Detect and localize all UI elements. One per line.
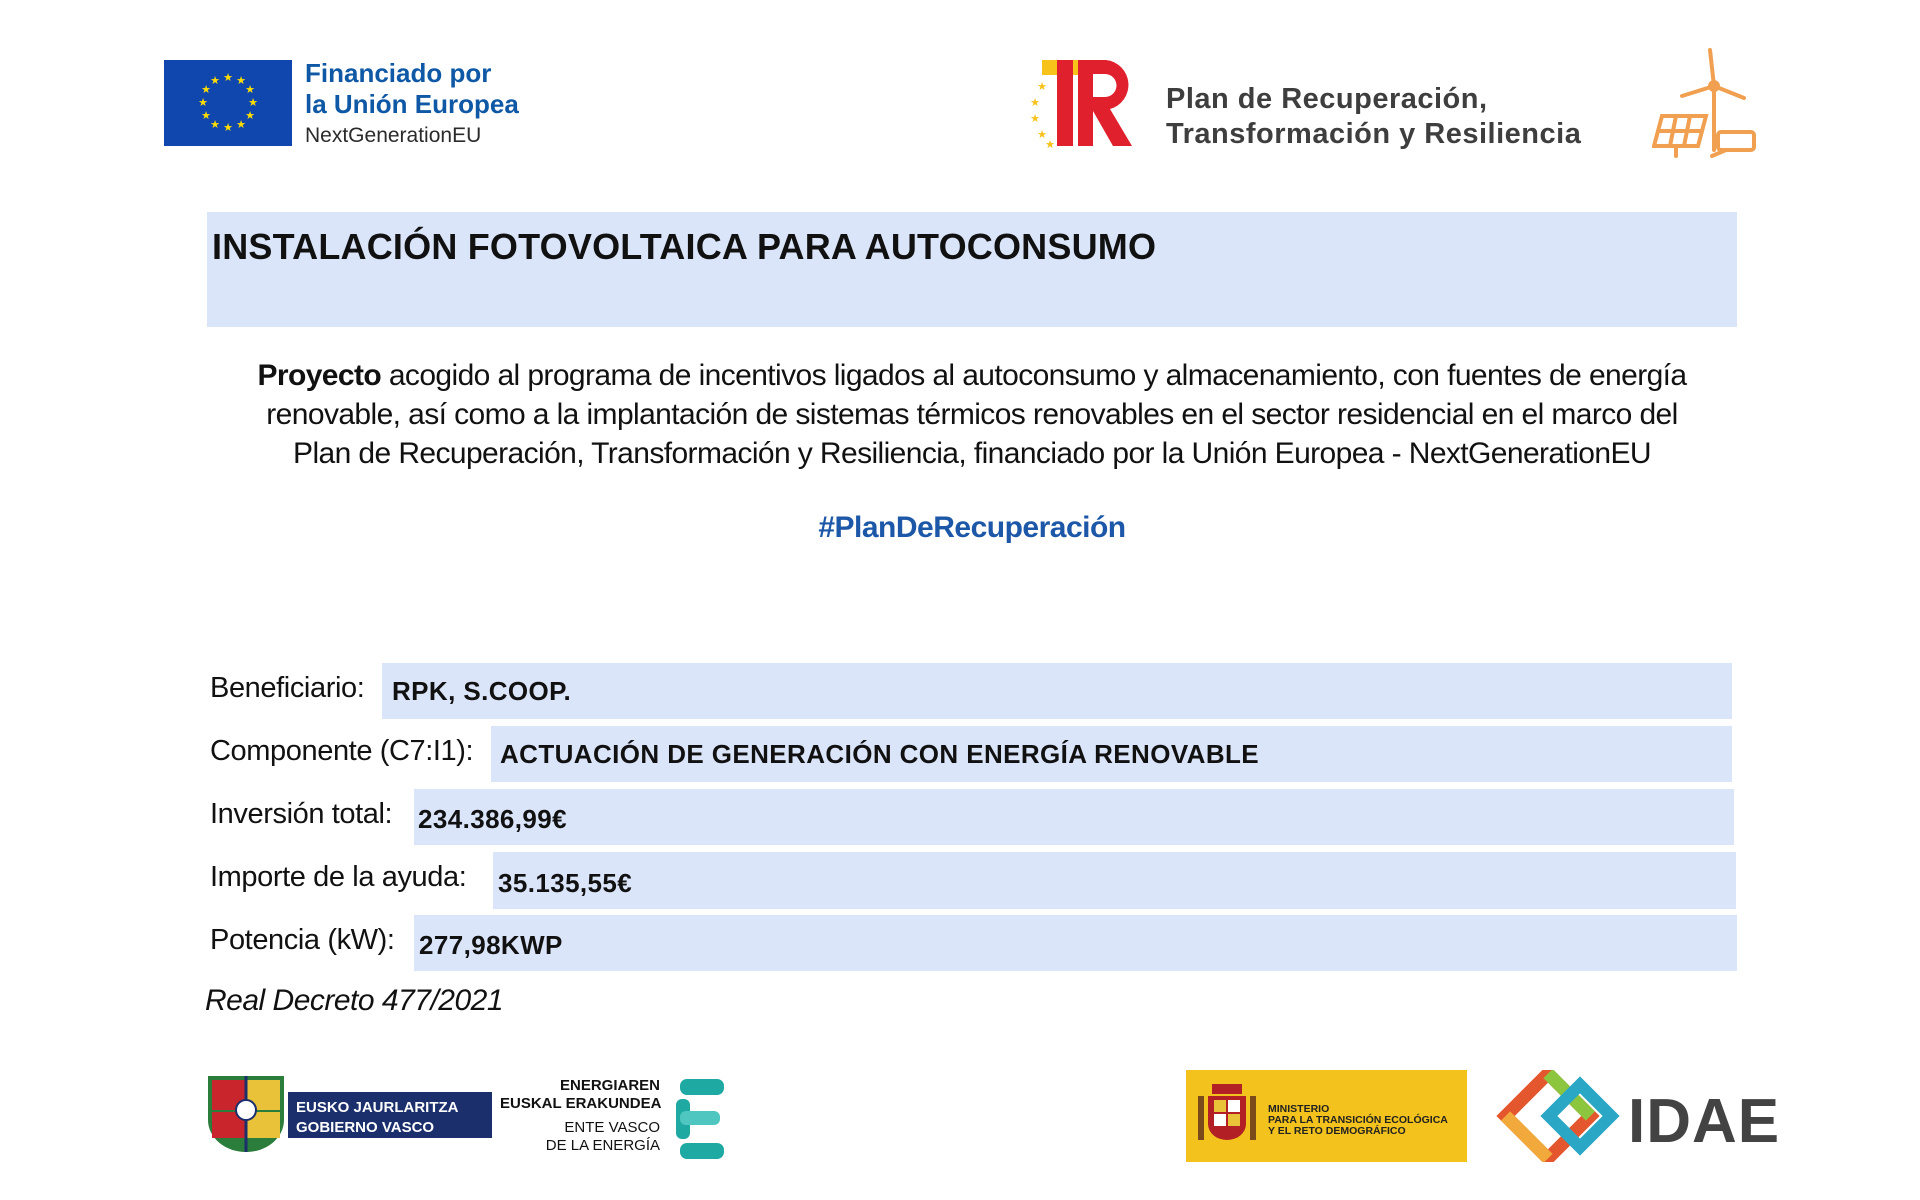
ministerio-text (1268, 1104, 1448, 1137)
eu-flag-icon (164, 60, 292, 146)
ministerio-line-2: PARA LA TRANSICIÓN ECOLÓGICA (1268, 1114, 1448, 1126)
real-decreto: Real Decreto 477/2021 (205, 984, 504, 1017)
svg-text:★: ★ (201, 83, 211, 96)
prtr-line-2: Transformación y Resiliencia (1166, 118, 1582, 150)
description-line-2: renovable, así como a la implantación de sistemas térmicos renovables en el sector residencial en el marco del (266, 398, 1678, 431)
inversion-label: Inversión total: (210, 798, 393, 830)
svg-text:★: ★ (1045, 138, 1055, 150)
idae-logo-text: IDAE (1628, 1087, 1781, 1156)
svg-text:★: ★ (245, 109, 255, 122)
description-line-1-rest: acogido al programa de incentivos ligados al autoconsumo y almacenamiento, con fuentes de energía (388, 359, 1687, 392)
svg-text:★: ★ (223, 121, 233, 134)
importe-label: Importe de la ayuda: (210, 861, 467, 893)
spain-coat-of-arms-icon (1186, 1070, 1266, 1162)
beneficiario-label: Beneficiario: (210, 672, 365, 704)
svg-text:★: ★ (236, 74, 246, 87)
potencia-field (414, 915, 1737, 971)
eve-line-2: EUSKAL ERAKUNDEA (500, 1095, 662, 1112)
eu-funding-logo-text (305, 58, 519, 151)
eve-line-1: ENERGIAREN (559, 1077, 660, 1094)
eu-line-2: la Unión Europea (305, 89, 519, 119)
project-description (207, 356, 1737, 473)
eu-line-3: NextGenerationEU (305, 124, 482, 147)
prtr-logo-text (1166, 82, 1581, 152)
gobierno-vasco-logo (202, 1070, 492, 1156)
idae-mark-icon (1490, 1070, 1628, 1162)
svg-text:★: ★ (223, 71, 233, 84)
componente-value: ACTUACIÓN DE GENERACIÓN CON ENERGÍA RENOVABLE (500, 739, 1260, 769)
importe-value: 35.135,55€ (498, 868, 633, 898)
svg-text:★: ★ (198, 96, 208, 109)
ente-vasco-energia-logo (500, 1077, 738, 1161)
gv-line-2: GOBIERNO VASCO (296, 1119, 435, 1136)
svg-text:★: ★ (201, 109, 211, 122)
description-line-3: Plan de Recuperación, Transformación y Resiliencia, financiado por la Unión Europea - NextGenerationEU (293, 437, 1651, 470)
svg-text:★: ★ (1037, 128, 1047, 141)
eve-line-4: DE LA ENERGÍA (545, 1137, 660, 1154)
eu-line-1: Financiado por (305, 58, 492, 88)
inversion-field (414, 789, 1734, 845)
description-lead: Proyecto (257, 359, 382, 392)
svg-text:★: ★ (1030, 112, 1040, 125)
prtr-tr-logo-icon (1028, 58, 1138, 150)
inversion-value: 234.386,99€ (418, 804, 567, 834)
eve-text (500, 1077, 660, 1155)
eve-line-3: ENTE VASCO (564, 1119, 660, 1136)
hashtag: #PlanDeRecuperación (818, 511, 1126, 544)
svg-text:★: ★ (1030, 96, 1040, 109)
svg-text:★: ★ (210, 74, 220, 87)
beneficiario-value: RPK, S.COOP. (392, 676, 572, 706)
beneficiario-field (382, 663, 1732, 719)
componente-field (491, 726, 1732, 782)
svg-text:★: ★ (236, 118, 246, 131)
document-title: INSTALACIÓN FOTOVOLTAICA PARA AUTOCONSUMO (212, 226, 1157, 267)
eve-e-icon (672, 1077, 732, 1161)
svg-text:★: ★ (245, 83, 255, 96)
description-line-1 (207, 356, 1737, 395)
potencia-value: 277,98KWP (419, 930, 563, 960)
ministerio-line-1: MINISTERIO (1268, 1103, 1330, 1115)
gv-line-1: EUSKO JAURLARITZA (296, 1099, 459, 1116)
svg-text:★: ★ (1037, 80, 1047, 93)
potencia-label: Potencia (kW): (210, 924, 395, 956)
prtr-line-1: Plan de Recuperación, (1166, 83, 1488, 115)
importe-field (493, 852, 1736, 909)
svg-text:★: ★ (248, 96, 258, 109)
ministerio-line-3: Y EL RETO DEMOGRÁFICO (1268, 1125, 1406, 1137)
svg-text:★: ★ (210, 118, 220, 131)
componente-label: Componente (C7:I1): (210, 735, 474, 767)
wind-solar-energy-icon (1652, 46, 1764, 160)
